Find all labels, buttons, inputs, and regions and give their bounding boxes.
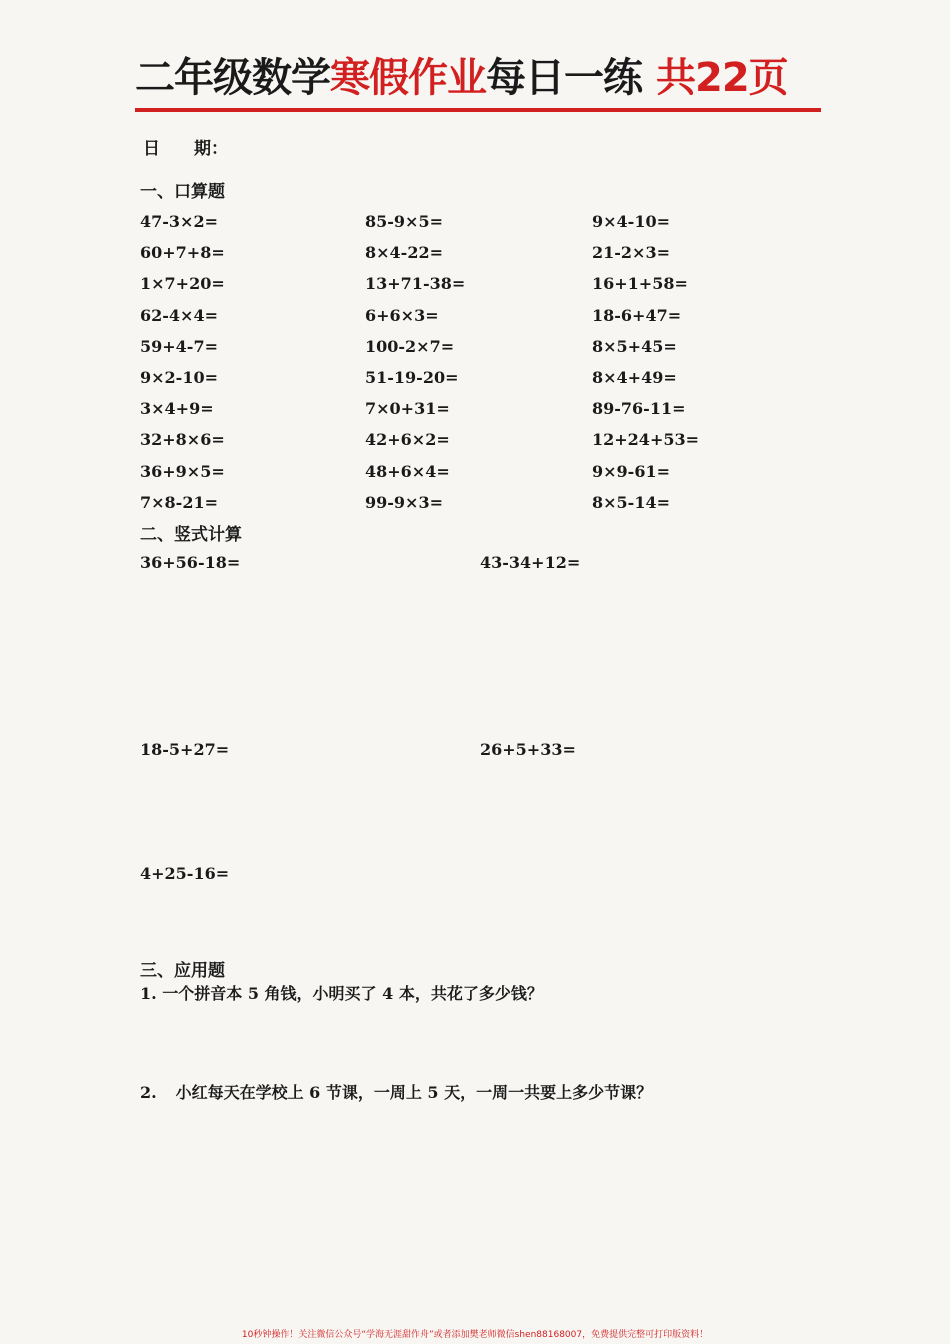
oral-problem: 59+4-7= (140, 336, 218, 356)
oral-problem: 47-3×2= (140, 212, 218, 231)
oral-row (140, 270, 780, 301)
oral-problem: 100-2×7= (365, 336, 455, 356)
oral-row (140, 302, 780, 333)
word-problem-number: 1. (140, 984, 157, 1003)
oral-problem: 7×0+31= (365, 399, 450, 419)
oral-problem: 32+8×6= (140, 430, 225, 450)
oral-problem: 8×5+45= (592, 336, 677, 356)
oral-problem: 6+6×3= (365, 305, 439, 325)
oral-problem: 8×5-14= (592, 492, 670, 512)
word-problem-text: 小红每天在学校上 6 节课，一周上 5 天，一周一共要上多少节课？ (175, 1083, 653, 1102)
title-part-grade: 二年级数学 (135, 55, 330, 101)
oral-problem: 16+1+58= (592, 274, 688, 294)
oral-problem: 85-9×5= (365, 212, 443, 231)
title-part-pages: 共22页 (656, 55, 788, 101)
section-word-heading: 三、应用题 (140, 961, 225, 981)
oral-problem: 3×4+9= (140, 399, 214, 419)
oral-row (140, 426, 780, 457)
oral-problem: 89-76-11= (592, 399, 686, 419)
oral-row (140, 458, 780, 489)
word-problem-text: 一个拼音本 5 角钱，小明买了 4 本，共花了多少钱？ (162, 984, 543, 1003)
oral-problem: 36+9×5= (140, 461, 225, 481)
title-part-homework: 寒假作业 (330, 55, 486, 101)
section-oral-heading: 一、口算题 (140, 182, 225, 202)
section-vertical-heading: 二、竖式计算 (140, 525, 242, 545)
oral-problem: 9×4-10= (592, 212, 670, 231)
oral-problem-grid (140, 208, 780, 520)
word-problem (140, 981, 543, 1004)
oral-problem: 13+71-38= (365, 274, 466, 294)
oral-problem: 7×8-21= (140, 492, 218, 512)
oral-problem: 8×4-22= (365, 243, 443, 263)
oral-problem: 21-2×3= (592, 243, 670, 263)
word-problem-number: 2. (140, 1083, 157, 1102)
oral-problem: 99-9×3= (365, 492, 443, 512)
oral-row (140, 364, 780, 395)
vertical-problem: 4+25-16= (140, 864, 230, 883)
oral-problem: 8×4+49= (592, 367, 677, 387)
oral-row (140, 333, 780, 364)
footer-promo: 10秒钟操作！关注微信公众号“学海无涯甜作舟”或者添加樊老师微信shen88168007，免费提供完整可打印版资料！ (241, 1330, 709, 1340)
title-underline (135, 108, 821, 112)
oral-problem: 12+24+53= (592, 430, 700, 450)
oral-problem: 42+6×2= (365, 430, 450, 450)
oral-problem: 51-19-20= (365, 367, 459, 387)
oral-problem: 1×7+20= (140, 274, 225, 294)
vertical-problem: 26+5+33= (480, 740, 576, 759)
oral-row (140, 489, 780, 520)
oral-problem: 60+7+8= (140, 243, 225, 263)
oral-problem: 48+6×4= (365, 461, 450, 481)
vertical-problem: 18-5+27= (140, 740, 230, 759)
oral-problem: 62-4×4= (140, 305, 218, 325)
vertical-problem: 36+56-18= (140, 553, 241, 572)
oral-row (140, 395, 780, 426)
oral-problem: 9×2-10= (140, 367, 218, 387)
title-part-daily: 每日一练 (486, 55, 642, 101)
vertical-problem: 43-34+12= (480, 553, 581, 572)
oral-row (140, 208, 780, 239)
oral-row (140, 239, 780, 270)
page-title (135, 52, 825, 104)
oral-problem: 9×9-61= (592, 461, 670, 481)
date-label: 日 期： (143, 139, 228, 159)
oral-problem: 18-6+47= (592, 305, 682, 325)
word-problem (140, 1080, 652, 1103)
